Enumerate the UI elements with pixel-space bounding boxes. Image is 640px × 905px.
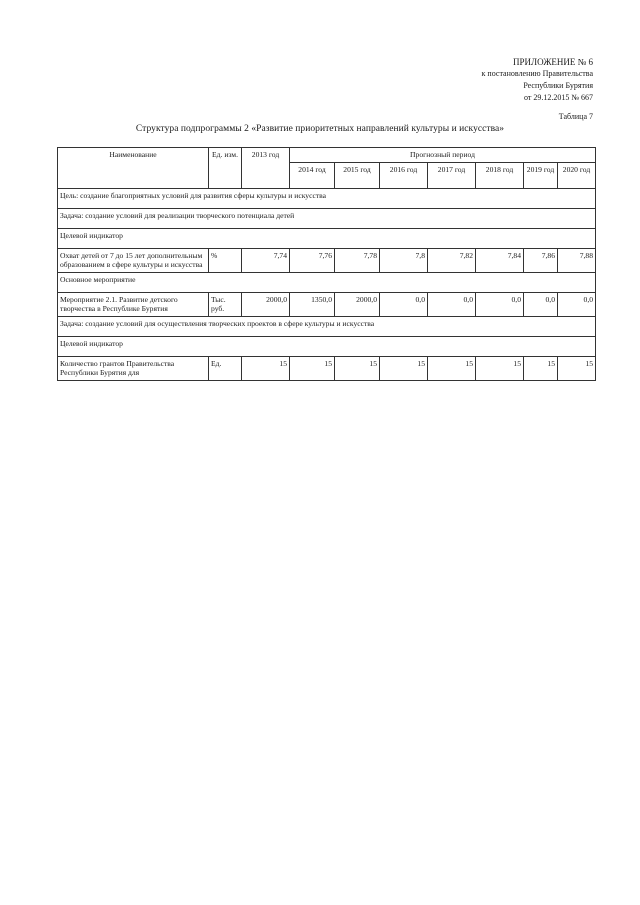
column-header-unit: Ед. изм.: [209, 148, 242, 189]
column-header-forecast: Прогнозный период: [290, 148, 596, 163]
column-header-2013: 2013 год: [242, 148, 290, 189]
indicator-label-row: [58, 228, 596, 248]
appendix-title: ПРИЛОЖЕНИЕ № 6: [512, 57, 593, 67]
row-name: Мероприятие 2.1. Развитие детского творчества в Республике Бурятия: [58, 292, 209, 316]
table-row: [58, 292, 596, 316]
row-unit: Тыс. руб.: [209, 292, 242, 316]
row-value: 15: [476, 356, 524, 380]
row-value: 7,74: [242, 248, 290, 272]
row-value: 7,86: [524, 248, 558, 272]
appendix-line-3: от 29.12.2015 № 667: [523, 93, 593, 102]
appendix-header: [482, 56, 593, 104]
column-header-name: Наименование: [58, 148, 209, 189]
row-value: 0,0: [558, 292, 596, 316]
indicator-label-row: [58, 336, 596, 356]
subprogram-structure-table: [57, 147, 596, 381]
row-value: 7,88: [558, 248, 596, 272]
row-value: 2000,0: [242, 292, 290, 316]
row-value: 15: [428, 356, 476, 380]
column-header-year: 2016 год: [380, 162, 428, 188]
column-header-year: 2019 год: [524, 162, 558, 188]
row-value: 15: [290, 356, 335, 380]
table-number: Таблица 7: [558, 112, 593, 121]
goal-text: Цель: создание благоприятных условий для развития сферы культуры и искусства: [58, 188, 596, 208]
row-value: 7,82: [428, 248, 476, 272]
indicator-label: Целевой индикатор: [58, 228, 596, 248]
table-row: [58, 248, 596, 272]
row-value: 15: [335, 356, 380, 380]
row-unit: %: [209, 248, 242, 272]
appendix-line-1: к постановлению Правительства: [481, 69, 593, 78]
row-unit: Ед.: [209, 356, 242, 380]
row-value: 15: [242, 356, 290, 380]
row-value: 15: [524, 356, 558, 380]
table-header-row-1: [58, 148, 596, 163]
task-text: Задача: создание условий для осуществления творческих проектов в сфере культуры и искусства: [58, 316, 596, 336]
main-event-label: Основное мероприятие: [58, 272, 596, 292]
row-value: 2000,0: [335, 292, 380, 316]
table-row: [58, 356, 596, 380]
main-event-label-row: [58, 272, 596, 292]
column-header-year: 2020 год: [558, 162, 596, 188]
document-title: Структура подпрограммы 2 «Развитие приоритетных направлений культуры и искусства»: [135, 124, 505, 134]
column-header-year: 2018 год: [476, 162, 524, 188]
row-value: 7,76: [290, 248, 335, 272]
column-header-year: 2017 год: [428, 162, 476, 188]
row-value: 7,78: [335, 248, 380, 272]
row-value: 0,0: [476, 292, 524, 316]
appendix-line-2: Республики Бурятия: [523, 81, 593, 90]
column-header-year: 2015 год: [335, 162, 380, 188]
row-value: 0,0: [428, 292, 476, 316]
row-value: 7,84: [476, 248, 524, 272]
row-value: 0,0: [524, 292, 558, 316]
row-value: 1350,0: [290, 292, 335, 316]
column-header-year: 2014 год: [290, 162, 335, 188]
row-value: 0,0: [380, 292, 428, 316]
task-row: [58, 208, 596, 228]
row-value: 15: [558, 356, 596, 380]
row-value: 15: [380, 356, 428, 380]
row-value: 7,8: [380, 248, 428, 272]
task-text: Задача: создание условий для реализации творческого потенциала детей: [58, 208, 596, 228]
task-row: [58, 316, 596, 336]
indicator-label: Целевой индикатор: [58, 336, 596, 356]
row-name: Количество грантов Правительства Республики Бурятия для: [58, 356, 209, 380]
row-name: Охват детей от 7 до 15 лет дополнительным образованием в сфере культуры и искусства: [58, 248, 209, 272]
goal-row: [58, 188, 596, 208]
